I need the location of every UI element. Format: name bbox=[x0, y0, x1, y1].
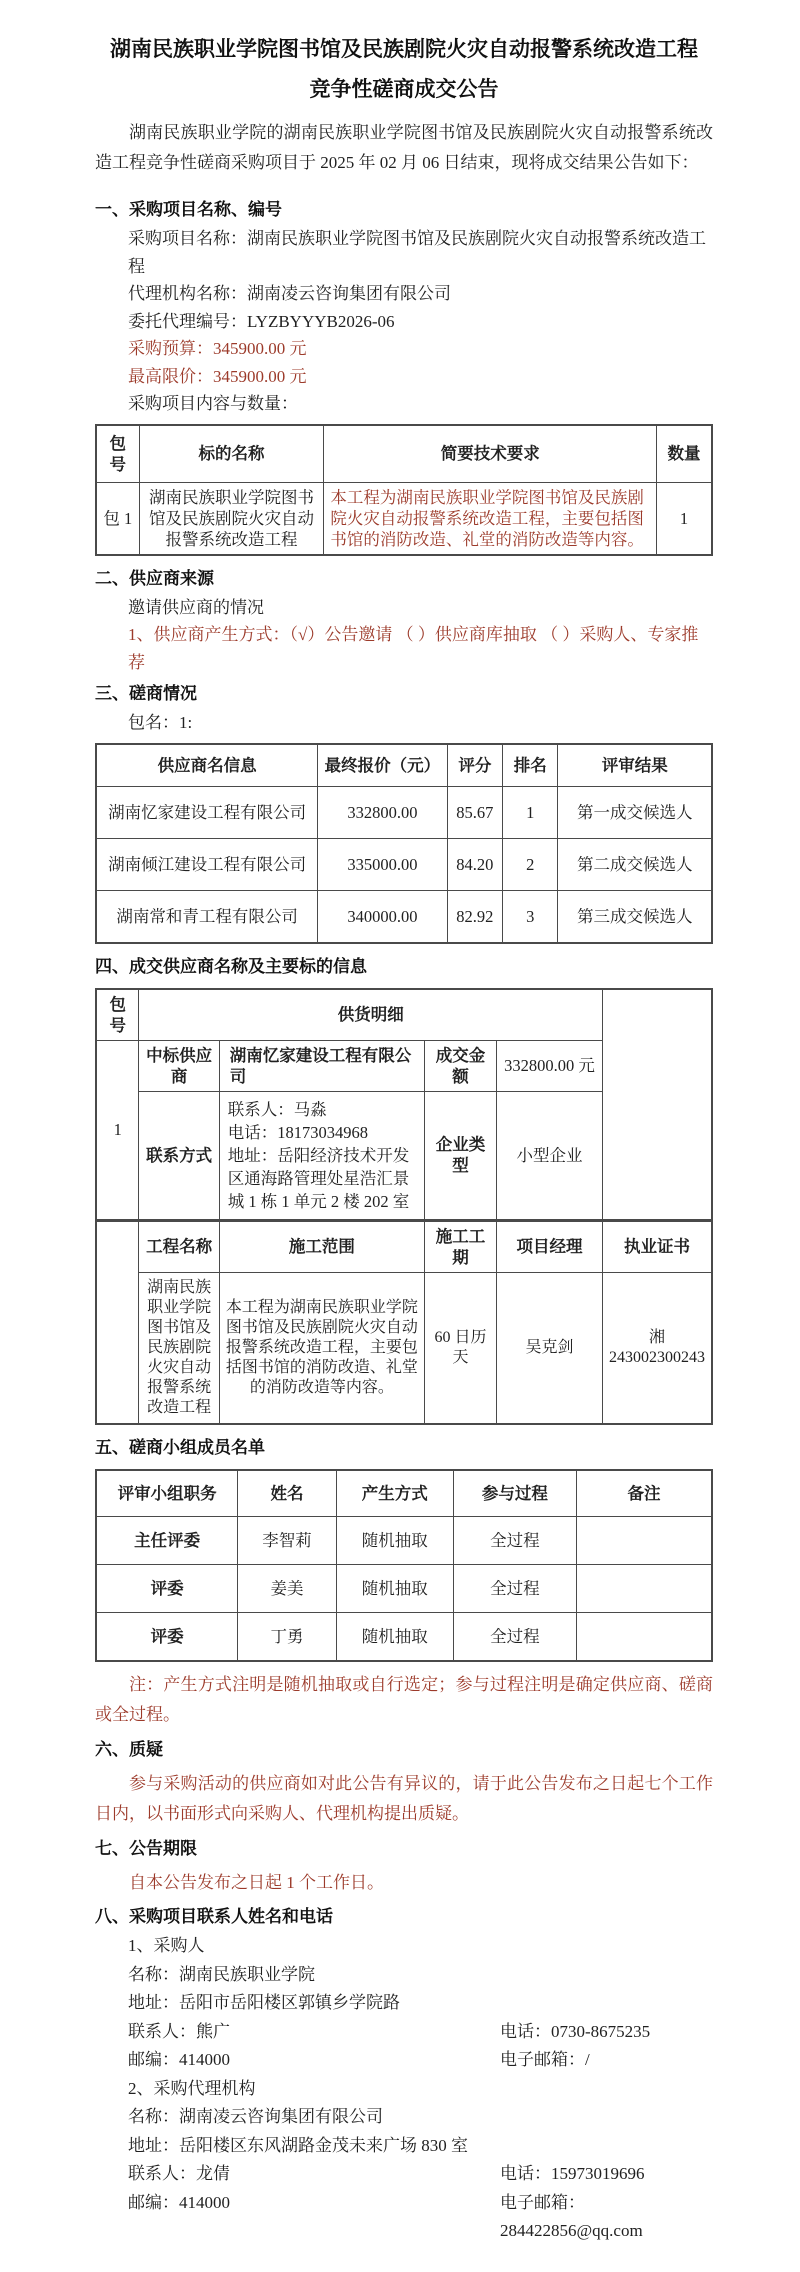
negotiation-panel-table bbox=[95, 1469, 713, 1662]
winner-row bbox=[96, 1040, 712, 1091]
section-3-heading: 三、磋商情况 bbox=[95, 684, 197, 703]
buyer-zip: 邮编：414000 bbox=[128, 2050, 230, 2069]
buyer-name-line: 名称：湖南民族职业学院 bbox=[128, 1964, 315, 1984]
column-header-score: 评分 bbox=[447, 744, 502, 787]
agent-name-line: 名称：湖南凌云咨询集团有限公司 bbox=[128, 2107, 383, 2126]
column-header-package: 包号 bbox=[96, 989, 139, 1041]
buyer-contact-person: 联系人：熊广 bbox=[128, 2021, 230, 2041]
certificate-number-line: 243002300243 bbox=[609, 1348, 705, 1366]
supplier-source-method-line: 1、供应商产生方式：（√）公告邀请 （ ）供应商库抽取 （ ）采购人、专家推荐 bbox=[128, 625, 699, 672]
column-header-project-name: 工程名称 bbox=[139, 1220, 219, 1272]
table-row bbox=[96, 1564, 712, 1612]
remarks-cell bbox=[576, 1564, 712, 1612]
column-header-project-manager: 项目经理 bbox=[496, 1220, 602, 1272]
agency-code-line: 委托代理编号：LYZBYYYB2026-06 bbox=[128, 311, 395, 331]
practice-certificate-cell bbox=[603, 1272, 713, 1424]
rank-cell: 3 bbox=[503, 890, 558, 943]
column-header-panel-role: 评审小组职务 bbox=[96, 1470, 238, 1517]
column-header-final-price: 最终报价（元） bbox=[318, 744, 447, 787]
contact-person-line: 联系人：马淼 bbox=[227, 1099, 327, 1119]
column-header-tech-req: 简要技术要求 bbox=[324, 425, 657, 483]
page-title-line-2: 竞争性磋商成交公告 bbox=[309, 78, 499, 101]
panel-name-cell: 姜美 bbox=[238, 1564, 337, 1612]
table-row bbox=[96, 786, 712, 838]
agency-name-line: 代理机构名称：湖南凌云咨询集团有限公司 bbox=[128, 284, 451, 303]
section-5-heading: 五、磋商小组成员名单 bbox=[95, 1437, 265, 1457]
max-price-line: 最高限价：345900.00 元 bbox=[128, 366, 307, 386]
package-name-label: 包名：1: bbox=[128, 713, 193, 732]
column-header-selection-method: 产生方式 bbox=[336, 1470, 453, 1517]
sub-header-row bbox=[96, 1220, 712, 1272]
column-header-construction-period: 施工工期 bbox=[425, 1220, 497, 1272]
budget-line: 采购预算：345900.00 元 bbox=[128, 339, 307, 358]
project-manager-cell: 吴克剑 bbox=[496, 1272, 602, 1424]
column-header-subject-name: 标的名称 bbox=[139, 425, 324, 483]
column-header-construction-scope: 施工范围 bbox=[219, 1220, 424, 1272]
subject-name-cell: 湖南民族职业学院图书馆及民族剧院火灾自动报警系统改造工程 bbox=[139, 482, 324, 555]
participation-cell: 全过程 bbox=[453, 1564, 576, 1612]
section-7-heading: 七、公告期限 bbox=[95, 1838, 197, 1858]
table-row bbox=[96, 1612, 712, 1661]
agent-zip: 邮编：414000 bbox=[128, 2192, 230, 2212]
participation-cell: 全过程 bbox=[453, 1612, 576, 1661]
section-6-heading: 六、质疑 bbox=[95, 1739, 163, 1759]
review-result-cell: 第二成交候选人 bbox=[558, 838, 712, 890]
final-price-cell: 335000.00 bbox=[318, 838, 447, 890]
review-result-cell: 第三成交候选人 bbox=[558, 890, 712, 943]
buyer-contact-block bbox=[95, 1932, 713, 2075]
section-8-heading: 八、采购项目联系人姓名和电话 bbox=[95, 1907, 333, 1926]
score-cell: 85.67 bbox=[447, 786, 502, 838]
column-header-participation: 参与过程 bbox=[453, 1470, 576, 1517]
score-cell: 82.92 bbox=[447, 890, 502, 943]
supplier-name-cell: 湖南常和青工程有限公司 bbox=[96, 890, 318, 943]
column-header-package: 包号 bbox=[96, 425, 139, 483]
certificate-region-line: 湘 bbox=[648, 1328, 665, 1346]
agent-label: 2、采购代理机构 bbox=[128, 2078, 256, 2098]
table-row bbox=[96, 482, 712, 555]
selection-method-cell: 随机抽取 bbox=[336, 1516, 453, 1564]
page-title-line-1: 湖南民族职业学院图书馆及民族剧院火灾自动报警系统改造工程 bbox=[110, 38, 698, 61]
project-detail-row bbox=[96, 1272, 712, 1424]
review-result-cell: 第一成交候选人 bbox=[558, 786, 712, 838]
negotiation-results-table bbox=[95, 743, 713, 944]
project-name-line: 采购项目名称：湖南民族职业学院图书馆及民族剧院火灾自动报警系统改造工程 bbox=[128, 229, 706, 276]
agent-zip-email-row bbox=[95, 2189, 713, 2246]
buyer-address-line: 地址：岳阳市岳阳楼区郭镇乡学院路 bbox=[128, 1993, 400, 2012]
table-row bbox=[96, 838, 712, 890]
panel-role-cell: 评委 bbox=[96, 1612, 238, 1661]
construction-scope-cell: 本工程为湖南民族职业学院图书馆及民族剧院火灾自动报警系统改造工程，主要包括图书馆的消防改造、礼堂的消防改造等内容。 bbox=[219, 1272, 424, 1424]
buyer-phone: 电话：0730-8675235 bbox=[500, 2021, 651, 2041]
enterprise-type-cell: 小型企业 bbox=[496, 1091, 602, 1220]
table-row bbox=[96, 890, 712, 943]
column-header-rank: 排名 bbox=[503, 744, 558, 787]
supplier-name-cell: 湖南倾江建设工程有限公司 bbox=[96, 838, 318, 890]
score-cell: 84.20 bbox=[447, 838, 502, 890]
agent-address-line: 地址：岳阳楼区东风湖路金茂未来广场 830 室 bbox=[128, 2135, 468, 2155]
final-price-cell: 332800.00 bbox=[318, 786, 447, 838]
section-2-heading: 二、供应商来源 bbox=[95, 568, 214, 588]
construction-period-cell: 60 日历天 bbox=[425, 1272, 497, 1424]
rank-cell: 1 bbox=[503, 786, 558, 838]
panel-role-cell: 评委 bbox=[96, 1564, 238, 1612]
selection-method-cell: 随机抽取 bbox=[336, 1612, 453, 1661]
agent-contact-person: 联系人：龙倩 bbox=[128, 2164, 230, 2183]
panel-name-cell: 李智莉 bbox=[238, 1516, 337, 1564]
buyer-label: 1、采购人 bbox=[128, 1936, 205, 1955]
amount-label-cell: 成交金额 bbox=[425, 1040, 497, 1091]
rank-cell: 2 bbox=[503, 838, 558, 890]
section-1-heading: 一、采购项目名称、编号 bbox=[95, 200, 282, 219]
column-header-practice-certificate: 执业证书 bbox=[603, 1220, 713, 1272]
table-header-row bbox=[96, 744, 712, 787]
table-header-row bbox=[96, 989, 712, 1041]
panel-role-cell: 主任评委 bbox=[96, 1516, 238, 1564]
objection-paragraph: 参与采购活动的供应商如对此公告有异议的，请于此公告发布之日起七个工作日内，以书面形式向采购人、代理机构提出质疑。 bbox=[95, 1773, 713, 1823]
column-header-supplier: 供应商名信息 bbox=[96, 744, 318, 787]
contact-row bbox=[96, 1091, 712, 1220]
table-row bbox=[96, 1516, 712, 1564]
tech-requirements-cell: 本工程为湖南民族职业学院图书馆及民族剧院火灾自动报警系统改造工程，主要包括图书馆的消防改造、礼堂的消防改造等内容。 bbox=[324, 482, 657, 555]
intro-paragraph: 湖南民族职业学院的湖南民族职业学院图书馆及民族剧院火灾自动报警系统改造工程竞争性磋商采购项目于 2025 年 02 月 06 日结束，现将成交结果公告如下： bbox=[95, 123, 713, 172]
package-column-spacer bbox=[96, 1220, 139, 1424]
contact-address-line: 地址：岳阳经济技术开发区通海路管理处星浩汇景城 1 栋 1 单元 2 楼 202 室 bbox=[227, 1145, 410, 1211]
table-header-row bbox=[96, 1470, 712, 1517]
contact-label-cell: 联系方式 bbox=[139, 1091, 219, 1220]
invite-suppliers-line: 邀请供应商的情况 bbox=[128, 597, 264, 617]
section-4-heading: 四、成交供应商名称及主要标的信息 bbox=[95, 956, 367, 976]
package-cell: 包 1 bbox=[96, 482, 139, 555]
column-header-quantity: 数量 bbox=[657, 425, 712, 483]
final-price-cell: 340000.00 bbox=[318, 890, 447, 943]
winner-label-cell: 中标供应商 bbox=[139, 1040, 219, 1091]
table-header-row bbox=[96, 425, 712, 483]
amount-cell: 332800.00 元 bbox=[496, 1040, 602, 1091]
column-header-name: 姓名 bbox=[238, 1470, 337, 1517]
contact-details-cell bbox=[219, 1091, 424, 1220]
column-header-supply-detail: 供货明细 bbox=[139, 989, 603, 1041]
quantity-cell: 1 bbox=[657, 482, 712, 555]
procurement-items-table bbox=[95, 424, 713, 556]
winner-name-cell: 湖南忆家建设工程有限公司 bbox=[219, 1040, 424, 1091]
agent-email: 电子邮箱：284422856@qq.com bbox=[500, 2192, 643, 2240]
package-number-cell: 1 bbox=[96, 1040, 139, 1220]
panel-name-cell: 丁勇 bbox=[238, 1612, 337, 1661]
content-quantity-label: 采购项目内容与数量： bbox=[128, 394, 298, 413]
panel-note-paragraph: 注：产生方式注明是随机抽取或自行选定；参与过程注明是确定供应商、磋商或全过程。 bbox=[95, 1674, 713, 1724]
selection-method-cell: 随机抽取 bbox=[336, 1564, 453, 1612]
remarks-cell bbox=[576, 1612, 712, 1661]
winning-supplier-table bbox=[95, 988, 713, 1425]
agent-contact-block bbox=[95, 2075, 713, 2246]
buyer-zip-email-row bbox=[95, 2046, 713, 2075]
agent-contact-phone-row bbox=[95, 2160, 713, 2189]
buyer-contact-phone-row bbox=[95, 2018, 713, 2047]
buyer-email: 电子邮箱：/ bbox=[500, 2050, 590, 2069]
project-name-cell: 湖南民族职业学院图书馆及民族剧院火灾自动报警系统改造工程 bbox=[139, 1272, 219, 1424]
announcement-period-paragraph: 自本公告发布之日起 1 个工作日。 bbox=[129, 1872, 384, 1892]
column-header-review-result: 评审结果 bbox=[558, 744, 712, 787]
contact-phone-line: 电话：18173034968 bbox=[227, 1122, 368, 1142]
agent-phone: 电话：15973019696 bbox=[500, 2164, 645, 2183]
enterprise-type-label-cell: 企业类型 bbox=[425, 1091, 497, 1220]
participation-cell: 全过程 bbox=[453, 1516, 576, 1564]
supplier-name-cell: 湖南忆家建设工程有限公司 bbox=[96, 786, 318, 838]
column-header-remarks: 备注 bbox=[576, 1470, 712, 1517]
remarks-cell bbox=[576, 1516, 712, 1564]
